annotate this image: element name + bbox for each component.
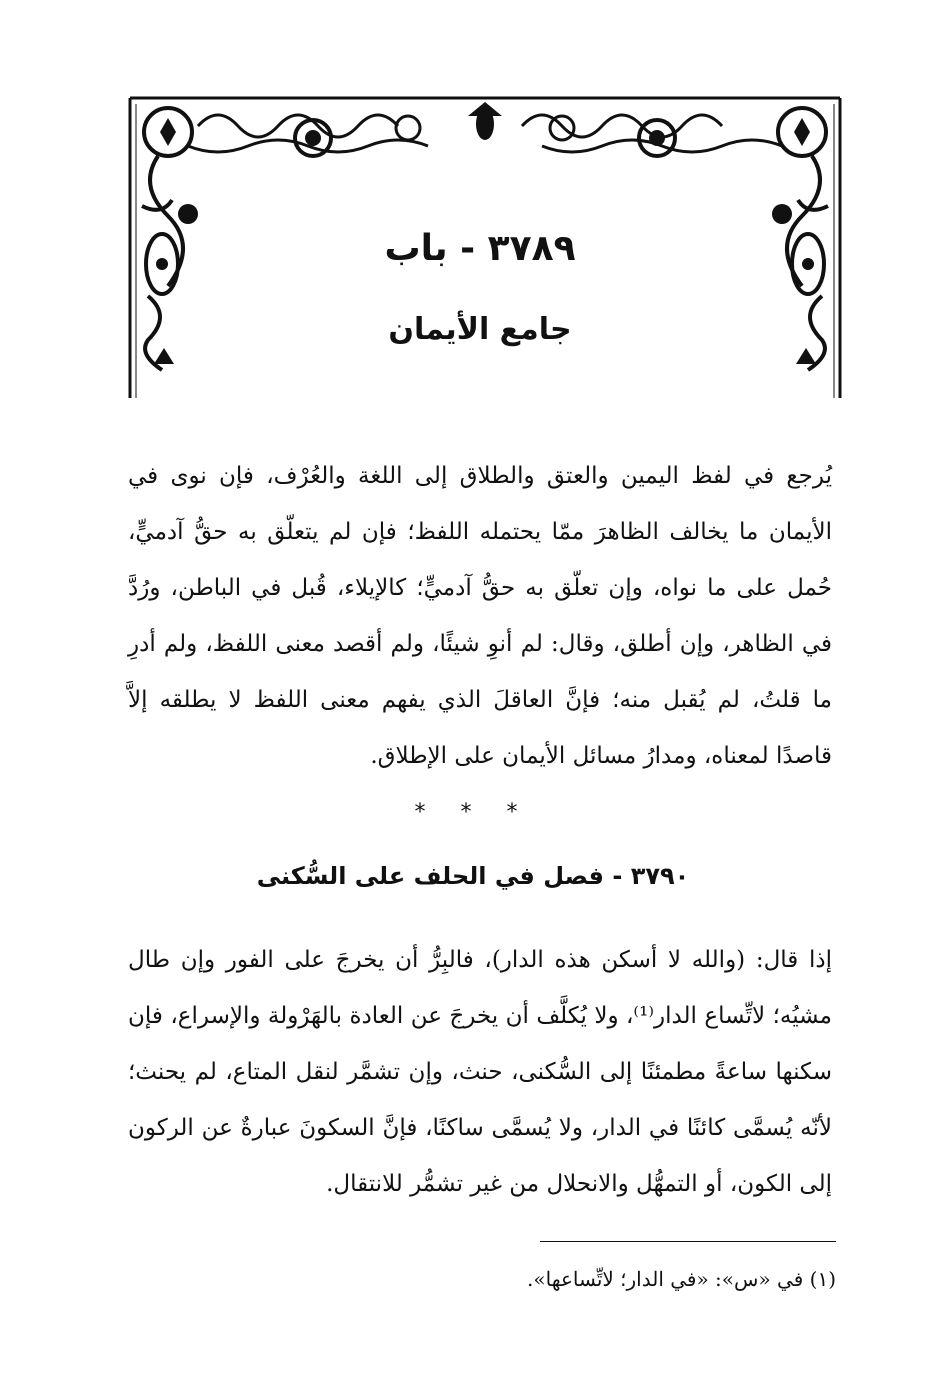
footnote-separator bbox=[540, 1241, 836, 1242]
section-divider: * * * bbox=[414, 800, 532, 825]
section-paragraph: إذا قال: (والله لا أسكن هذه الدار)، فالبِرُّ أن يخرجَ على الفور وإن طال مشيُه؛ لاتِّساع الدار⁽¹⁾، ولا يُكلَّف أن يخرجَ عن العادة بالهَرْولة والإسراع، فإن سكنها ساعةً مطمئنًا إلى السُّكنى، حنث، وإن تشمَّر لنقل المتاع، لم يحنث؛ لأنّه يُسمَّى كائنًا في الدار، ولا يُسمَّى ساكنًا، فإنَّ السكونَ عبارةٌ عن الركون إلى الكون، أو التمهُّل والانحلال من غير تشمُّر للانتقال. bbox=[128, 947, 833, 1197]
section-title: ٣٧٩٠ - فصل في الحلف على السُّكنى bbox=[256, 862, 690, 890]
chapter-number: ٣٧٨٩ - باب bbox=[384, 228, 576, 269]
chapter-title: جامع الأيمان bbox=[388, 312, 572, 347]
chapter-paragraph: يُرجع في لفظ اليمين والعتق والطلاق إلى اللغة والعُرْف، فإن نوى في الأيمان ما يخالف الظاهرَ ممّا يحتمله اللفظ؛ فإن لم يتعلّق به حقُّ آدميٍّ، حُمل على ما نواه، وإن تعلّق به حقُّ آدميٍّ؛ كالإيلاء، قُبل في الباطن، ورُدَّ في الظاهر، وإن أطلق، وقال: لم أنوِ شيئًا، ولم أقصد معنى اللفظ، ولم أدرِ ما قلتُ، لم يُقبل منه؛ فإنَّ العاقلَ الذي يفهم معنى اللفظ لا يطلقه إلاَّ قاصدًا لمعناه، ومدارُ مسائل الأيمان على الإطلاق. bbox=[128, 463, 832, 769]
footnote: (١) في «س»: «في الدار؛ لاتِّساعها». bbox=[527, 1267, 836, 1291]
